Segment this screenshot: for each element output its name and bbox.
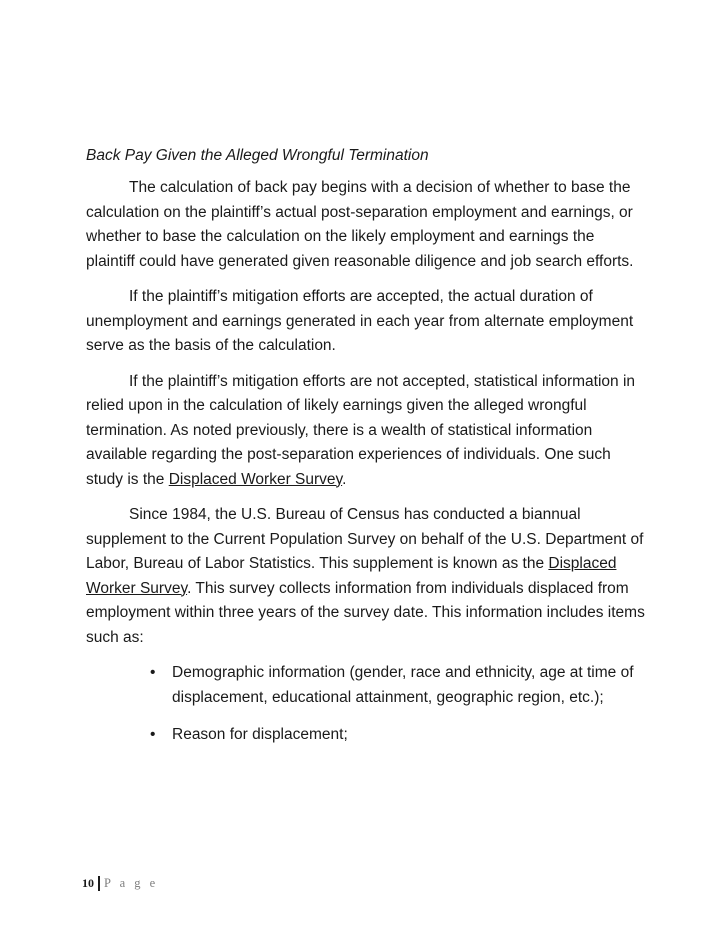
list-item xyxy=(86,661,646,710)
paragraph-census-survey xyxy=(86,503,646,650)
paragraph-text: . xyxy=(342,470,347,488)
paragraph-text: . This survey collects information from individuals displaced from employment within three years of the survey date. This information includes items such as: xyxy=(86,579,645,646)
paragraph-mitigation-accepted: If the plaintiff’s mitigation efforts are accepted, the actual duration of unemployment and earnings generated in each year from alternate employment serve as the basis of the calculation. xyxy=(86,288,634,354)
displaced-worker-survey-link[interactable]: Displaced Worker Survey xyxy=(168,470,343,488)
paragraph-text: Since 1984, the U.S. Bureau of Census has conducted a biannual supplement to the Current Population Survey on behalf of the U.S. Department of Labor, Bureau of Labor Statistics. This supplement is known as the xyxy=(86,506,644,572)
list-item xyxy=(86,723,646,748)
list-item-text: Demographic information (gender, race and ethnicity, age at time of displacement, educational attainment, geographic region, etc.); xyxy=(172,664,634,706)
bullet-icon: • xyxy=(150,726,156,743)
list-item-text: Reason for displacement; xyxy=(172,726,348,743)
page-footer xyxy=(82,876,158,891)
document-body xyxy=(86,146,646,761)
paragraph-mitigation-not-accepted xyxy=(86,370,646,493)
page-number: 10 xyxy=(82,876,94,890)
paragraph-text: If the plaintiff’s mitigation efforts are not accepted, statistical information in relied upon in the calculation of likely earnings given the alleged wrongful termination. As noted previously, there is a wealth of statistical information available regarding the post-separation experiences of individuals. One such study is the xyxy=(86,372,636,488)
footer-divider xyxy=(98,876,100,891)
bullet-icon: • xyxy=(150,664,156,681)
paragraph-back-pay-basis: The calculation of back pay begins with a decision of whether to base the calculation on the plaintiff’s actual post-separation employment and earnings, or whether to base the calculation on the likely employment and earnings the plaintiff could have generated given reasonable diligence and job search efforts. xyxy=(86,179,634,270)
displaced-worker-survey-link[interactable]: Displaced Worker Survey xyxy=(86,555,617,597)
survey-items-list xyxy=(86,661,646,748)
section-heading: Back Pay Given the Alleged Wrongful Termination xyxy=(86,147,429,164)
page-label: P a g e xyxy=(104,876,159,890)
